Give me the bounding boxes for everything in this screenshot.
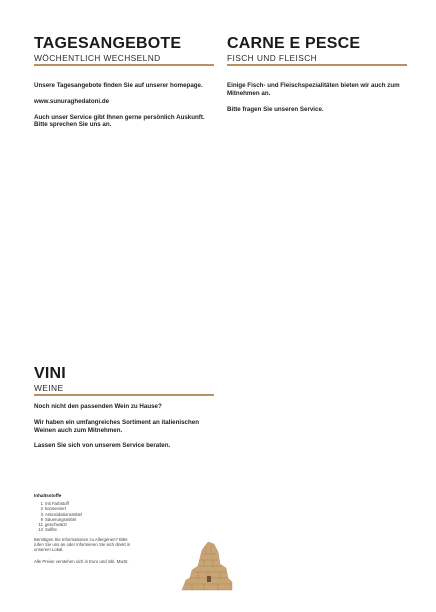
body-paragraph: Wir haben ein umfangreiches Sortiment an italienischen Weinen auch zum Mitnehmen. [34,418,199,434]
section-carne-e-pesce [227,36,407,121]
body-paragraph: Lassen Sie sich von unserem Service beraten. [34,442,171,450]
item-label: Sulfite [45,527,57,533]
item-label: konserviert [45,506,67,512]
section-divider [227,64,407,66]
price-note: Alle Preise verstehen sich in Euro und inkl. MwSt. [34,558,129,564]
section-subtitle: WEINE [34,383,64,393]
section-title: VINI [34,365,66,382]
body-paragraph: Einige Fisch- und Fleischspezialitäten bieten wir auch zum Mitnehmen an. [227,82,400,97]
section-title: CARNE E PESCE [227,35,361,52]
section-tagesangebote [34,36,214,137]
item-number: 1 [40,501,43,506]
website-link[interactable]: www.sunuraghedatoni.de [34,97,110,105]
section-divider [34,394,214,396]
item-number: 11 [38,522,43,528]
body-paragraph: Noch nicht den passenden Wein zu Hause? [34,403,162,410]
item-number: 2 [40,506,43,512]
item-number: 13 [38,527,43,533]
section-title: TAGESANGEBOTE [34,35,182,52]
allergen-note: Benötigen Sie Informationen zu Allergenen? Bitte rufen Sie uns an oder informieren Sie sich direkt in unserem Lokal. [34,536,131,553]
list-item [34,527,134,532]
item-label: Säuerungsmittel [45,516,77,522]
section-body [34,403,214,450]
item-number: 9 [40,516,43,522]
nuraghe-tower-logo-icon [180,536,234,592]
section-subtitle: FISCH UND FLEISCH [227,53,318,63]
body-paragraph: Unsere Tagesangebote finden Sie auf unserer homepage. [34,82,203,89]
item-label: geschwärzt [45,522,67,528]
ingredients-list-wrapper [34,501,134,564]
section-body [34,82,214,129]
ingredients-title: Inhaltsstoffe [34,493,62,498]
item-label: mit Farbstoff [45,501,69,506]
body-paragraph: Auch unser Service gibt Ihnen gerne persönlich Auskunft. Bitte sprechen Sie uns an. [34,113,205,129]
section-divider [34,64,214,66]
section-subtitle: WÖCHENTLICH WECHSELND [34,53,161,63]
section-vini [34,366,214,458]
item-label: Antioxidationsmittel [45,511,83,517]
body-paragraph: Bitte fragen Sie unseren Service. [227,105,324,113]
ingredients-list [34,501,134,533]
ingredients-footer [34,493,134,567]
item-number: 3 [40,511,43,517]
section-body [227,82,407,113]
